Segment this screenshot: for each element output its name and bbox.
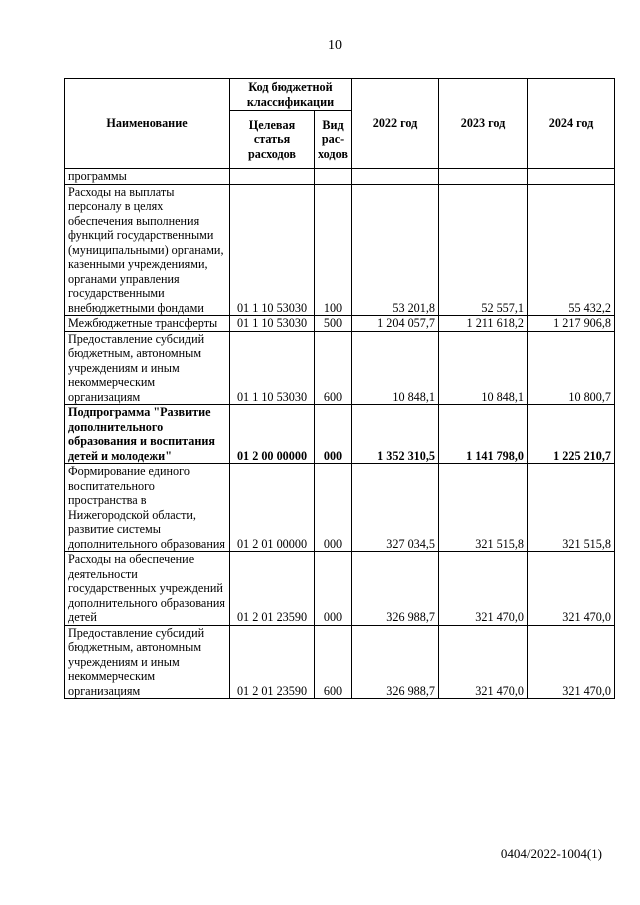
row-value-2022: 326 988,7 bbox=[352, 625, 439, 699]
row-value-2022: 53 201,8 bbox=[352, 184, 439, 316]
row-target-article bbox=[230, 169, 315, 185]
row-target-article: 01 2 01 00000 bbox=[230, 464, 315, 552]
row-value-2022: 1 204 057,7 bbox=[352, 316, 439, 332]
row-name: Предоставление субсидий бюджетным, автономным учреждениям и иным некоммерческим организациям bbox=[65, 331, 230, 405]
row-value-2023: 321 515,8 bbox=[439, 464, 528, 552]
row-value-2024: 55 432,2 bbox=[528, 184, 615, 316]
table-row bbox=[65, 169, 615, 185]
row-value-2024: 1 217 906,8 bbox=[528, 316, 615, 332]
budget-table bbox=[64, 78, 615, 699]
header-name: Наименование bbox=[65, 79, 230, 169]
row-target-article: 01 1 10 53030 bbox=[230, 316, 315, 332]
table-row bbox=[65, 331, 615, 405]
row-value-2023: 52 557,1 bbox=[439, 184, 528, 316]
row-name: Расходы на обеспечение деятельности государственных учреждений дополнительного образования детей bbox=[65, 552, 230, 626]
row-target-article: 01 2 00 00000 bbox=[230, 405, 315, 464]
table-row bbox=[65, 405, 615, 464]
row-expense-kind: 600 bbox=[315, 625, 352, 699]
row-value-2023: 10 848,1 bbox=[439, 331, 528, 405]
row-value-2023: 1 211 618,2 bbox=[439, 316, 528, 332]
document-code: 0404/2022-1004(1) bbox=[500, 846, 602, 861]
table-row bbox=[65, 184, 615, 316]
row-value-2023: 1 141 798,0 bbox=[439, 405, 528, 464]
row-expense-kind: 600 bbox=[315, 331, 352, 405]
header-target-article: Целевая статья расходов bbox=[230, 111, 315, 169]
row-value-2023: 321 470,0 bbox=[439, 625, 528, 699]
page-number: 10 bbox=[328, 38, 342, 53]
row-target-article: 01 2 01 23590 bbox=[230, 625, 315, 699]
row-expense-kind: 000 bbox=[315, 405, 352, 464]
row-name: Формирование единого воспитательного пространства в Нижегородской области, развитие системы дополнительного образования bbox=[65, 464, 230, 552]
row-name: Подпрограмма "Развитие дополнительного образования и воспитания детей и молодежи" bbox=[65, 405, 230, 464]
row-expense-kind: 100 bbox=[315, 184, 352, 316]
row-target-article: 01 1 10 53030 bbox=[230, 184, 315, 316]
row-target-article: 01 1 10 53030 bbox=[230, 331, 315, 405]
row-target-article: 01 2 01 23590 bbox=[230, 552, 315, 626]
row-expense-kind bbox=[315, 169, 352, 185]
table-row bbox=[65, 552, 615, 626]
header-year-2022: 2022 год bbox=[352, 79, 439, 169]
row-value-2024: 321 470,0 bbox=[528, 625, 615, 699]
row-value-2023 bbox=[439, 169, 528, 185]
row-name: Межбюджетные трансферты bbox=[65, 316, 230, 332]
table-row bbox=[65, 464, 615, 552]
header-year-2024: 2024 год bbox=[528, 79, 615, 169]
header-expense-kind: Вид рас-ходов bbox=[315, 111, 352, 169]
row-value-2022 bbox=[352, 169, 439, 185]
table-row bbox=[65, 316, 615, 332]
row-value-2024: 1 225 210,7 bbox=[528, 405, 615, 464]
row-value-2022: 1 352 310,5 bbox=[352, 405, 439, 464]
row-value-2023: 321 470,0 bbox=[439, 552, 528, 626]
row-value-2024: 10 800,7 bbox=[528, 331, 615, 405]
row-value-2024: 321 515,8 bbox=[528, 464, 615, 552]
row-name: Предоставление субсидий бюджетным, автономным учреждениям и иным некоммерческим организациям bbox=[65, 625, 230, 699]
row-value-2024: 321 470,0 bbox=[528, 552, 615, 626]
row-expense-kind: 500 bbox=[315, 316, 352, 332]
row-value-2022: 10 848,1 bbox=[352, 331, 439, 405]
row-value-2022: 327 034,5 bbox=[352, 464, 439, 552]
row-name: программы bbox=[65, 169, 230, 185]
row-expense-kind: 000 bbox=[315, 464, 352, 552]
header-code-group: Код бюджетной классификации bbox=[230, 79, 352, 111]
row-value-2022: 326 988,7 bbox=[352, 552, 439, 626]
row-value-2024 bbox=[528, 169, 615, 185]
row-name: Расходы на выплаты персоналу в целях обеспечения выполнения функций государственными (муниципальными) органами, казенными учреждениями, органами управления государственными внебюджетными фондами bbox=[65, 184, 230, 316]
row-expense-kind: 000 bbox=[315, 552, 352, 626]
header-year-2023: 2023 год bbox=[439, 79, 528, 169]
table-row bbox=[65, 625, 615, 699]
